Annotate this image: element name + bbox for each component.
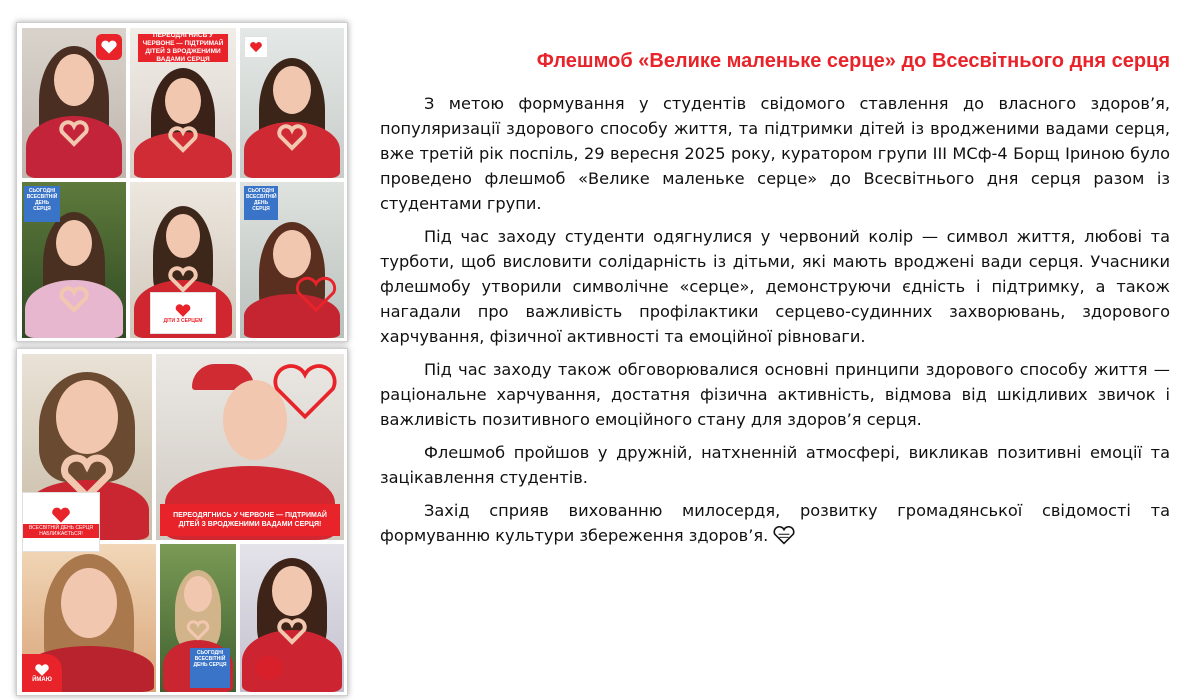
article-paragraph-5 xyxy=(380,498,1170,548)
hand-heart-icon xyxy=(277,618,307,644)
hand-heart-icon xyxy=(59,286,89,312)
article xyxy=(380,50,1170,556)
hug-sticker xyxy=(22,654,62,692)
world-heart-day-soon-label: ВСЕСВІТНІЙ ДЕНЬ СЕРЦЯ НАБЛИЖАЄТЬСЯ! xyxy=(23,524,99,538)
article-paragraph-5-text: Захід сприяв вихованню милосердя, розвитку громадянської свідомості та формуванню культури збереження здоров’я. xyxy=(380,501,1170,545)
photo-student-1 xyxy=(21,27,127,179)
collage-panel-top xyxy=(16,22,348,342)
heart-logo-sticker xyxy=(244,36,268,58)
hand-heart-icon xyxy=(277,124,307,150)
photo-student-8 xyxy=(155,353,345,541)
photo-student-11 xyxy=(239,543,345,693)
campaign-banner: ПЕРЕОДЯГНИСЬ У ЧЕРВОНЕ — ПІДТРИМАЙ ДІТЕЙ З ВРОДЖЕНИМИ ВАДАМИ СЕРЦЯ! xyxy=(160,504,340,536)
heart-outline-icon xyxy=(772,525,796,545)
kids-heart-sticker xyxy=(150,292,216,334)
photo-student-9 xyxy=(21,525,157,693)
hand-heart-icon xyxy=(168,126,198,152)
red-heart-ball xyxy=(256,656,282,680)
kids-heart-sticker-label: ДІТИ З СЕРЦЕМ xyxy=(163,317,203,324)
hug-sticker-label: ЙМАЮ xyxy=(32,677,52,683)
article-paragraph-3: Під час заходу також обговорювалися основні принципи здорового способу життя — раціональне харчування, достатня фізична активність, відмова від шкідливих звичок і важливість позитивного емоційного стану для здоров’я серця. xyxy=(380,360,1170,429)
world-heart-day-sticker: СЬОГОДНІ ВСЕСВІТНІЙ ДЕНЬ СЕРЦЯ xyxy=(190,648,230,688)
hand-heart-icon xyxy=(186,620,210,640)
world-heart-day-sticker: СЬОГОДНІ ВСЕСВІТНІЙ ДЕНЬ СЕРЦЯ xyxy=(24,186,60,222)
heart-logo-sticker xyxy=(96,34,122,60)
heart-outline-icon xyxy=(294,274,338,314)
heart-outline-icon xyxy=(270,360,340,422)
article-title: Флешмоб «Велике маленьке серце» до Всесвітнього дня серця xyxy=(536,50,1170,72)
photo-student-4 xyxy=(21,181,127,339)
photo-student-3 xyxy=(239,27,345,179)
campaign-banner: ПЕРЕОДЯГНИСЬ У ЧЕРВОНЕ — ПІДТРИМАЙ ДІТЕЙ З ВРОДЖЕНИМИ ВАДАМИ СЕРЦЯ xyxy=(138,34,228,62)
world-heart-day-sticker: СЬОГОДНІ ВСЕСВІТНІЙ ДЕНЬ СЕРЦЯ xyxy=(244,186,278,220)
article-paragraph-1: З метою формування у студентів свідомого ставлення до власного здоров’я, популяризації здорового способу життя, та підтримки дітей із вродженими вадами серця, вже третій рік поспіль, 29 вересня 2025 року, куратором групи ІІІ МСф-4 Борщ Іриною було проведено флешмоб «Велике маленьке серце» до Всесвітнього дня серця разом із студентами групи. xyxy=(380,94,1170,213)
article-paragraph-4: Флешмоб пройшов у дружній, натхненній атмосфері, викликав позитивні емоції та зацікавлення студентів. xyxy=(380,443,1170,487)
photo-student-2 xyxy=(129,27,237,179)
photo-student-6 xyxy=(239,181,345,339)
hand-heart-icon xyxy=(168,266,198,292)
article-paragraph-2: Під час заходу студенти одягнулися у червоний колір — символ життя, любові та турботи, щоб висловити солідарність із дітьми, які мають вроджені вади серця. Учасники флешмобу утворили символічне «серце», демонструючи єдність і підтримку, а також нагадали про важливість профілактики серцево-судинних захворювань, здорового харчування, фізичної активності та емоційної рівноваги. xyxy=(380,227,1170,346)
world-heart-day-soon-sticker xyxy=(22,492,100,552)
collage-panel-bottom xyxy=(16,348,348,696)
hand-heart-icon xyxy=(59,120,89,146)
photo-student-10 xyxy=(159,543,237,693)
photo-student-5 xyxy=(129,181,237,339)
